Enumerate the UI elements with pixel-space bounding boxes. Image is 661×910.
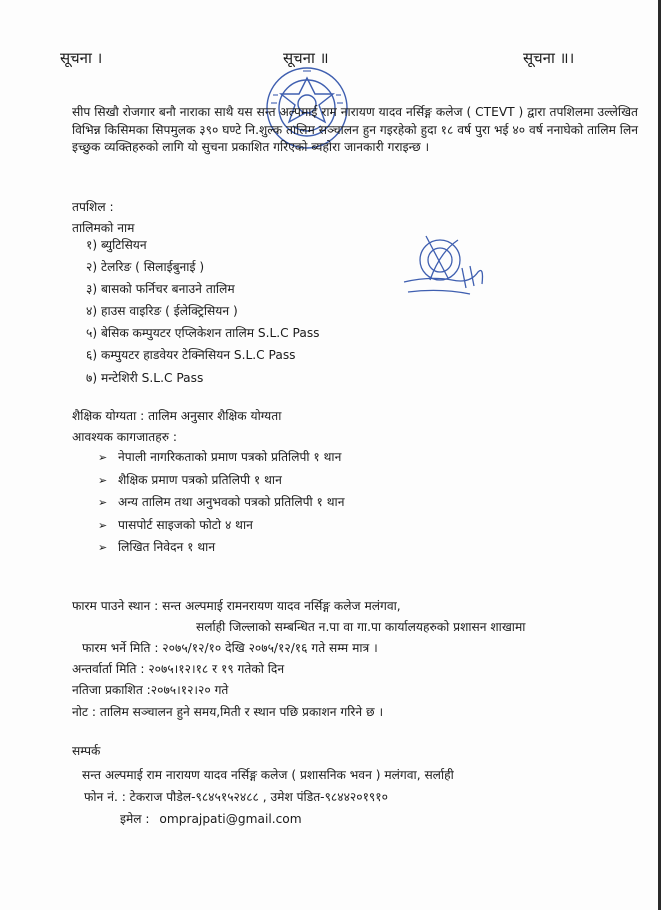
result-date: नतिजा प्रकाशित :२०७५।१२।२० गते <box>72 683 229 697</box>
form-place-line-1: फारम पाउने स्थान : सन्त अल्पमाई रामनरायण यादव नर्सिङ्ग कलेज मलंगवा, <box>72 599 401 613</box>
arrow-bullet-icon: ➢ <box>98 518 108 532</box>
list-item: २) टेलरिङ ( सिलाईबुनाई ) <box>86 260 205 275</box>
interview-date: अन्तर्वार्ता मिति : २०७५।१२।१८ र १९ गतेको दिन <box>72 662 285 676</box>
notice-heading-right: सूचना ॥। <box>523 49 575 67</box>
contact-email-row <box>120 810 302 827</box>
details-label: तपशिल : <box>72 200 114 214</box>
signature-stamp <box>400 232 500 312</box>
list-item: ➢ नेपाली नागरिकताको प्रमाण पत्रको प्रतिलिपी १ थान <box>98 450 342 464</box>
contact-phone: फोन नं. : टेकराज पौडेल-९८४५१५२४८८ , उमेश पंडित-९८४४२०१९१० <box>84 790 388 804</box>
list-item: ५) बेसिक कम्पुयटर एप्लिकेशन तालिम S.L.C Pass <box>86 326 320 341</box>
arrow-bullet-icon: ➢ <box>98 496 108 510</box>
email-address: omprajpati@gmail.com <box>159 812 302 826</box>
contact-address: सन्त अल्पमाई राम नारायण यादव नर्सिङ्ग कलेज ( प्रशासनिक भवन ) मलंगवा, सर्लाही <box>82 768 454 782</box>
list-item: ४) हाउस वाइरिङ ( ईलेक्ट्रिसियन ) <box>86 304 238 319</box>
list-item: १) ब्युटिसियन <box>86 238 147 252</box>
documents-label: आवश्यक कागजातहरु : <box>72 430 177 444</box>
arrow-bullet-icon: ➢ <box>98 451 108 464</box>
form-place-line-2: सर्लाही जिल्लाको सम्बन्धित न.पा वा गा.पा कार्यालयहरुको प्रशासन शाखामा <box>196 620 526 634</box>
notice-heading-center: सूचना ॥ <box>283 49 329 67</box>
list-item: ➢ पासपोर्ट साइजको फोटो ४ थान <box>98 517 253 532</box>
qualification-text: शैक्षिक योग्यता : तालिम अनुसार शैक्षिक योग्यता <box>72 409 282 423</box>
training-label: तालिमको नाम <box>72 221 135 235</box>
note-text: नोट : तालिम सञ्चालन हुने समय,मिती र स्थान पछि प्रकाशन गरिने छ । <box>72 705 384 719</box>
documents-list <box>98 448 344 561</box>
arrow-bullet-icon: ➢ <box>98 541 108 555</box>
form-date: फारम भर्ने मिति : २०७५/१२/१० देखि २०७५/१२/१६ गते सम्म मात्र । <box>82 641 378 655</box>
intro-paragraph: सीप सिखौ रोजगार बनौ नाराका साथै यस सन्त अल्पमाई राम नारायण यादव नर्सिङ्ग कलेज ( CTEVT ) द्वारा तपशिलमा उल्लेखित विभिन्न किसिमका सिपमुलक ३९० घण्टे नि.शुल्क तालिम सञ्चालन हुन गइरहेको हुदा १८ वर्ष पुरा भई ४० वर्ष ननाघेको तालिम लिन इच्छुक व्यक्तिहरुको लागि यो सुचना प्रकाशित गरिएको ब्यहोरा जानकारी गराइन्छ । <box>72 105 638 154</box>
contact-label: सम्पर्क <box>72 744 101 758</box>
list-item: ➢ शैक्षिक प्रमाण पत्रको प्रतिलिपी १ थान <box>98 472 282 487</box>
list-item: ➢ लिखित निवेदन १ थान <box>98 540 216 555</box>
list-item: ३) बासको फर्निचर बनाउने तालिम <box>86 282 235 297</box>
arrow-bullet-icon: ➢ <box>98 473 108 487</box>
training-list <box>86 236 320 391</box>
email-label: इमेल : <box>120 812 150 826</box>
list-item: ६) कम्पुयटर हाडवेयर टेक्निसियन S.L.C Pass <box>86 348 296 363</box>
list-item: ७) मन्टेशिरी S.L.C Pass <box>86 370 204 385</box>
list-item: ➢ अन्य तालिम तथा अनुभवको पत्रको प्रतिलिपी १ थान <box>98 495 345 510</box>
notice-heading-left: सूचना । <box>60 49 103 67</box>
